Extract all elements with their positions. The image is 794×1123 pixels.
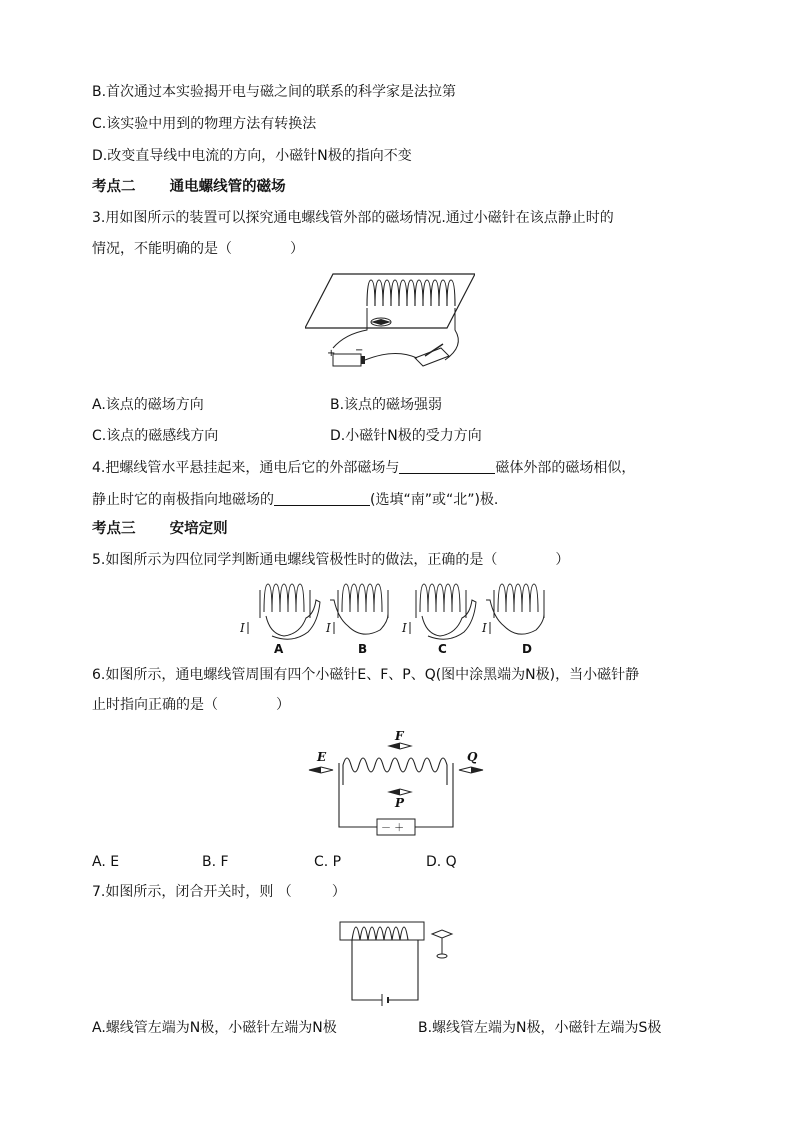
section-title: 通电螺线管的磁场 bbox=[169, 179, 286, 195]
label-f: F bbox=[395, 729, 404, 743]
label-p: P bbox=[395, 796, 405, 810]
answer-blank-2[interactable] bbox=[274, 489, 370, 506]
current-label-a: I bbox=[240, 621, 245, 635]
question-4-line2: 静止时它的南极指向地磁场的 (选填“南”或“北”)极. bbox=[92, 489, 498, 510]
question-3-line2: 情况，不能明确的是（ ） bbox=[92, 241, 304, 257]
section-number: 考点三 bbox=[92, 521, 136, 537]
question-4-line1: 4.把螺线管水平悬挂起来，通电后它的外部磁场与 磁体外部的磁场相似， bbox=[92, 457, 635, 478]
hand-label-d: D bbox=[522, 642, 532, 656]
q3-option-d: D.小磁针N极的受力方向 bbox=[330, 428, 482, 444]
option-d-prev: D.改变直导线中电流的方向，小磁针N极的指向不变 bbox=[92, 148, 412, 164]
label-q: Q bbox=[467, 750, 478, 764]
section-title: 安培定则 bbox=[169, 521, 228, 537]
q3-option-b: B.该点的磁场强弱 bbox=[330, 397, 443, 413]
battery-polarity: － ＋ bbox=[381, 823, 405, 834]
label-e: E bbox=[317, 750, 327, 764]
question-5: 5.如图所示为四位同学判断通电螺线管极性时的做法，正确的是（ ） bbox=[92, 552, 570, 568]
q6-option-d: D. Q bbox=[426, 854, 457, 870]
question-7: 7.如图所示，闭合开关时，则 （ ） bbox=[92, 884, 346, 900]
q3-option-a: A.该点的磁场方向 bbox=[92, 397, 204, 413]
hand-label-a: A bbox=[274, 642, 284, 656]
section-heading-2 bbox=[92, 177, 286, 197]
hand-label-b: B bbox=[358, 642, 368, 656]
question-3-line1: 3.用如图所示的装置可以探究通电螺线管外部的磁场情况.通过小磁针在该点静止时的 bbox=[92, 210, 614, 226]
question-6-line1: 6.如图所示，通电螺线管周围有四个小磁针E、F、P、Q(图中涂黑端为N极)，当小磁针静 bbox=[92, 667, 640, 683]
option-b-prev: B.首次通过本实验揭开电与磁之间的联系的科学家是法拉第 bbox=[92, 84, 457, 100]
question-6-line2: 止时指向正确的是（ ） bbox=[92, 697, 290, 713]
current-label-c: I bbox=[402, 621, 407, 635]
q7-option-a: A.螺线管左端为N极，小磁针左端为N极 bbox=[92, 1020, 337, 1036]
battery-plus-label: + bbox=[327, 348, 336, 359]
figure-q7-solenoid-circuit bbox=[338, 912, 458, 1007]
battery-minus-label: − bbox=[355, 345, 364, 356]
q6-option-c: C. P bbox=[314, 854, 342, 870]
answer-blank-1[interactable] bbox=[399, 457, 495, 474]
figure-q3-solenoid-board bbox=[305, 268, 475, 378]
q6-option-b: B. F bbox=[202, 854, 229, 870]
current-label-d: I bbox=[482, 621, 487, 635]
q6-option-a: A. E bbox=[92, 854, 120, 870]
q3-option-c: C.该点的磁感线方向 bbox=[92, 428, 219, 444]
q7-option-b: B.螺线管左端为N极，小磁针左端为S极 bbox=[418, 1020, 662, 1036]
hand-label-c: C bbox=[438, 642, 447, 656]
section-heading-3 bbox=[92, 519, 228, 539]
figure-q6-solenoid-compasses bbox=[305, 725, 485, 840]
option-c-prev: C.该实验中用到的物理方法有转换法 bbox=[92, 116, 317, 132]
figure-q5-right-hand-rule bbox=[240, 578, 560, 656]
current-label-b: I bbox=[326, 621, 331, 635]
section-number: 考点二 bbox=[92, 179, 136, 195]
